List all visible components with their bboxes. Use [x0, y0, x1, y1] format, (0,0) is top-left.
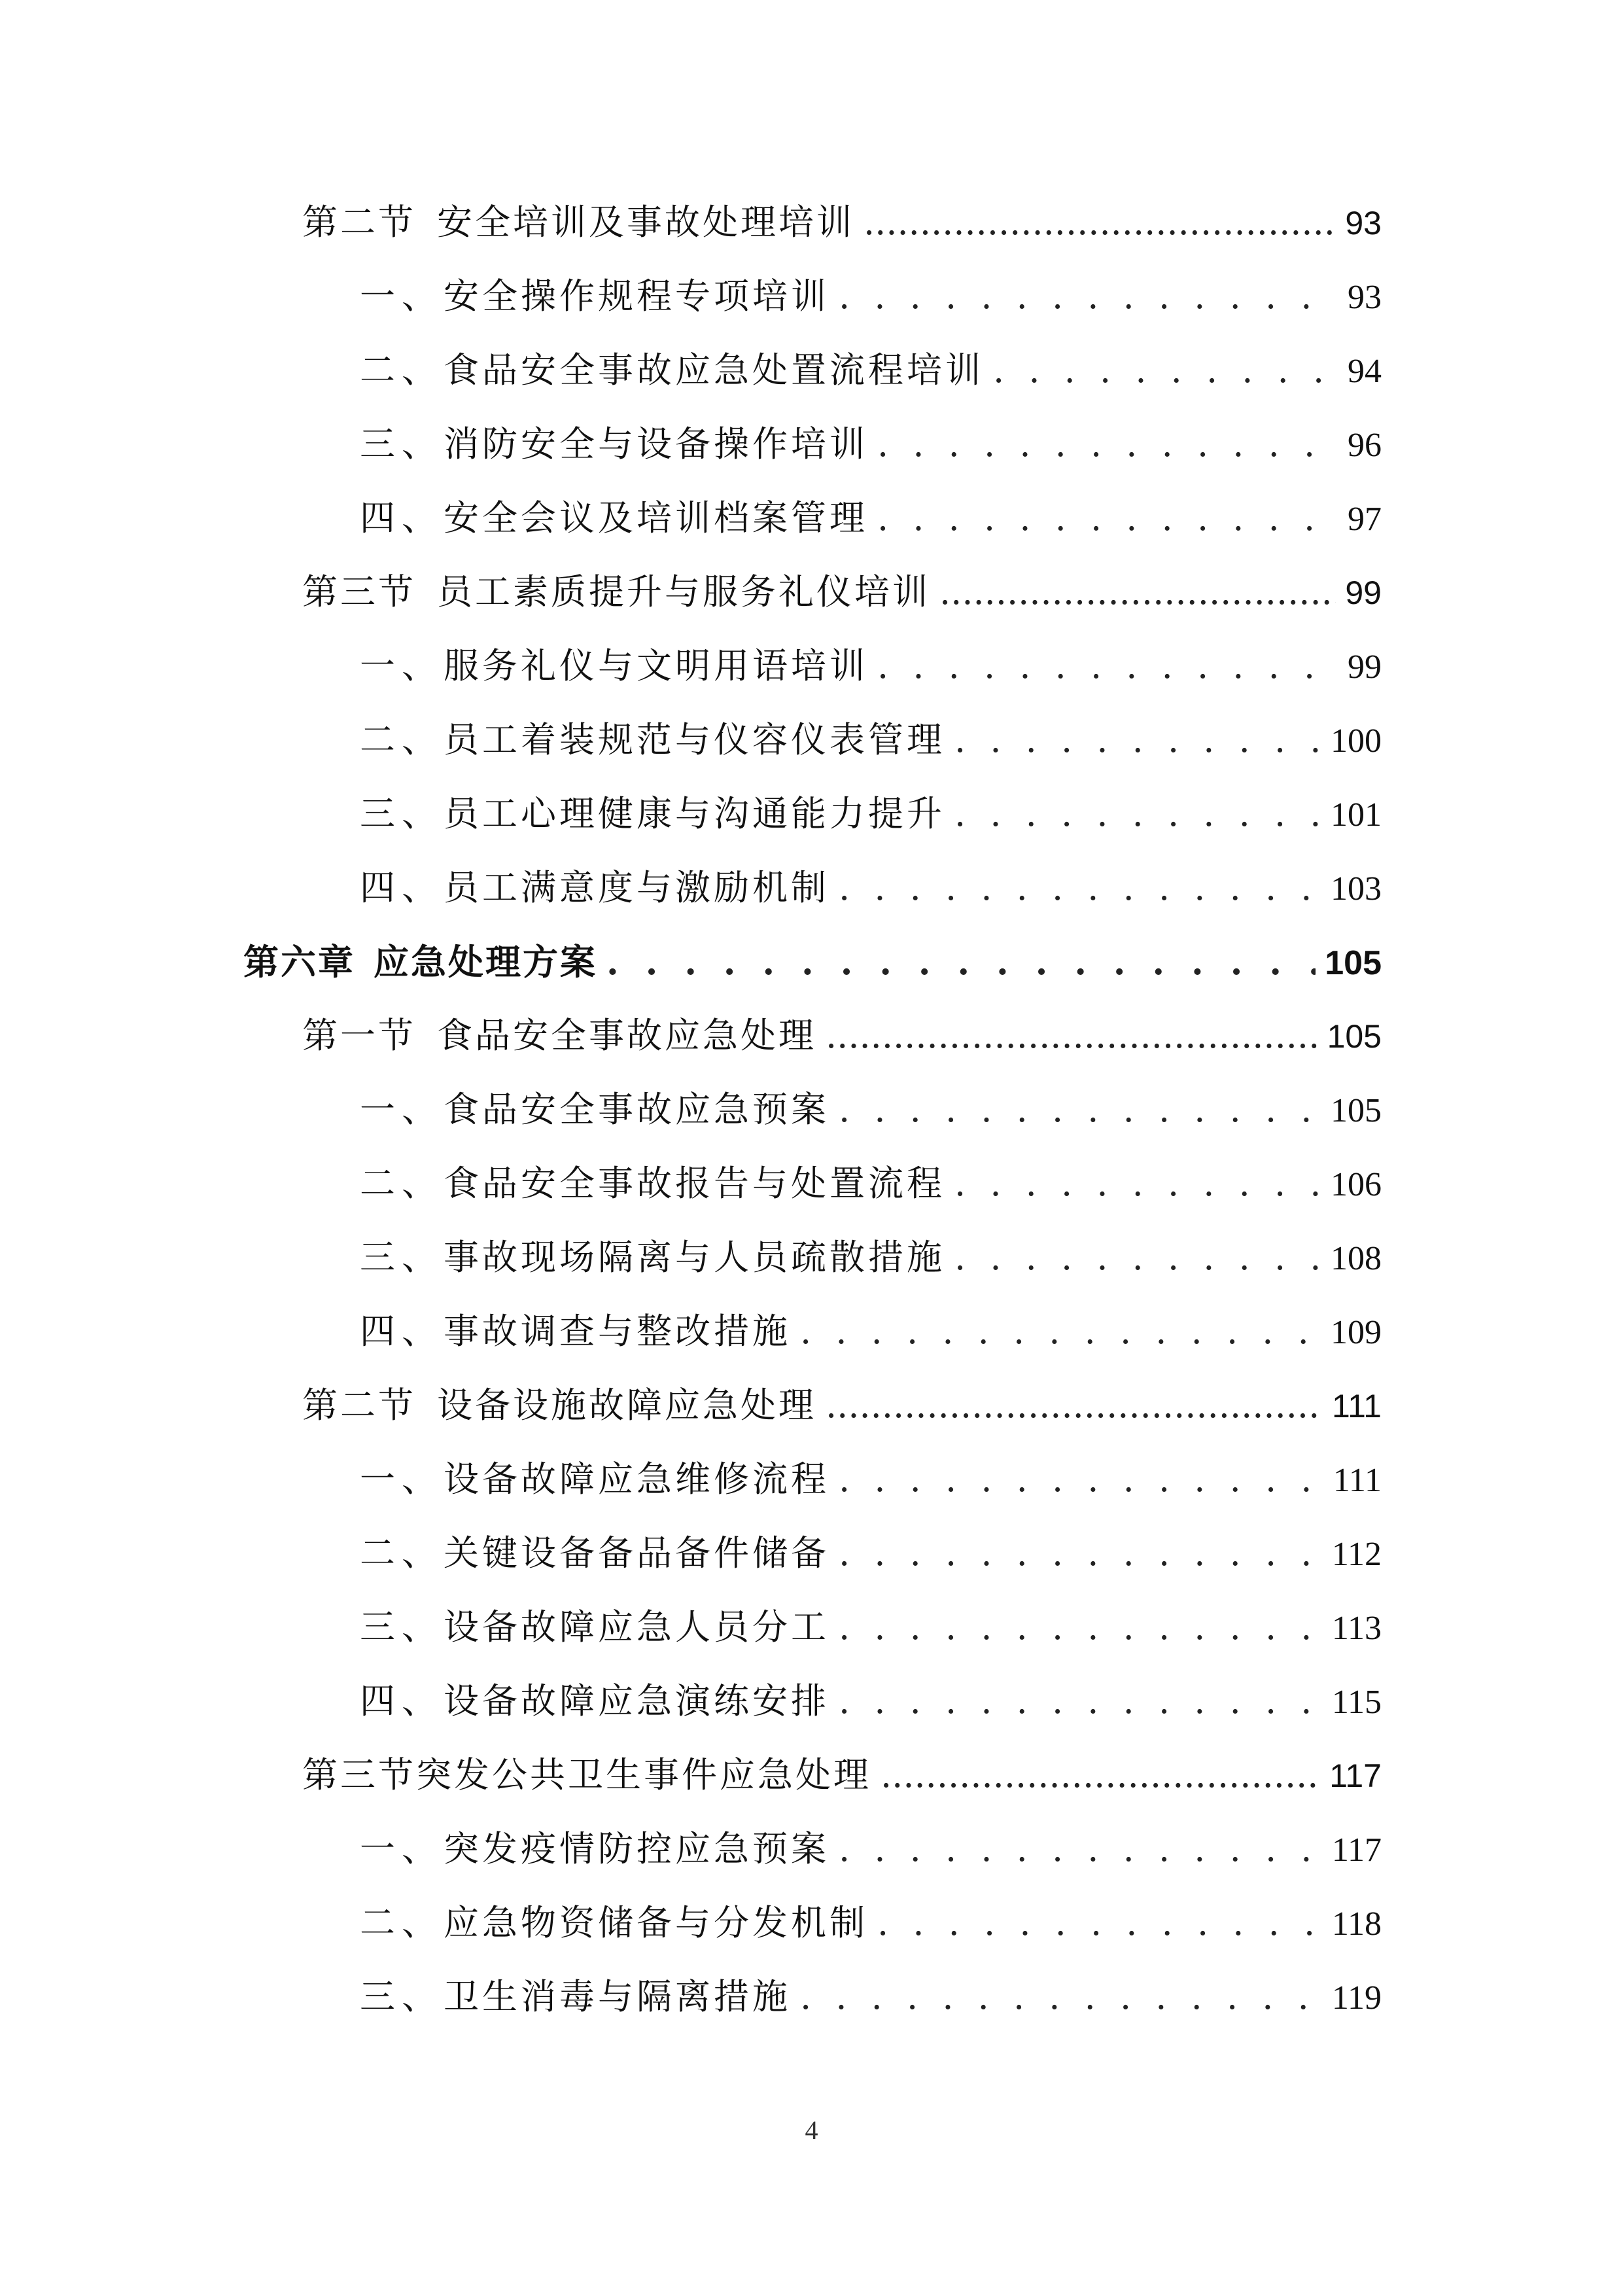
- toc-entry-number: 二、: [360, 1532, 444, 1574]
- toc-item-entry[interactable]: [360, 1894, 1382, 1952]
- toc-section-entry[interactable]: [302, 1746, 1382, 1805]
- toc-entry-title: 应急处理方案: [374, 941, 597, 983]
- toc-entry-page: 93: [1348, 279, 1382, 316]
- toc-item-entry[interactable]: [360, 1820, 1382, 1879]
- toc-entry-title: 食品安全事故应急预案: [444, 1089, 829, 1130]
- dot-leader: [606, 932, 1316, 991]
- toc-item-entry[interactable]: [360, 341, 1382, 400]
- toc-entry-page: 97: [1348, 501, 1382, 538]
- toc-item-entry[interactable]: [360, 1228, 1382, 1287]
- toc-entry-label: [302, 1376, 816, 1435]
- toc-entry-page: 105: [1327, 1018, 1382, 1055]
- dot-leader: [864, 193, 1336, 252]
- toc-entry-page: 111: [1333, 1462, 1382, 1499]
- toc-entry-number: 二、: [360, 349, 444, 391]
- toc-entry-page: 111: [1331, 1388, 1382, 1424]
- dot-leader: [839, 858, 1321, 917]
- toc-item-entry[interactable]: [360, 1968, 1382, 2026]
- toc-entry-title: 突发公共卫生事件应急处理: [416, 1754, 871, 1795]
- toc-item-entry[interactable]: [360, 637, 1382, 696]
- toc-entry-label: [302, 1006, 816, 1065]
- toc-entry-title: 安全培训及事故处理培训: [437, 202, 854, 243]
- toc-entry-page: 109: [1331, 1314, 1382, 1351]
- toc-entry-number: 二、: [360, 1902, 444, 1943]
- toc-entry-page: 117: [1329, 1757, 1382, 1794]
- toc-section-entry[interactable]: [302, 193, 1382, 252]
- toc-item-entry[interactable]: [360, 858, 1382, 917]
- toc-item-entry[interactable]: [360, 1598, 1382, 1657]
- toc-entry-title: 员工满意度与激励机制: [444, 867, 829, 908]
- toc-entry-page: 115: [1331, 1684, 1382, 1721]
- dot-leader: [839, 1672, 1323, 1731]
- toc-entry-page: 96: [1348, 427, 1382, 464]
- toc-entry-title: 事故调查与整改措施: [444, 1311, 791, 1352]
- toc-entry-page: 119: [1331, 1979, 1382, 2017]
- toc-entry-number: 第三节: [302, 571, 416, 612]
- dot-leader: [939, 563, 1336, 622]
- toc-entry-title: 设备故障应急维修流程: [444, 1458, 829, 1500]
- toc-item-entry[interactable]: [360, 1154, 1382, 1213]
- dot-leader: [839, 1450, 1324, 1509]
- dot-leader: [877, 489, 1338, 548]
- toc-entry-label: [302, 1746, 871, 1805]
- dot-leader: [877, 1894, 1323, 1952]
- toc-entry-page: 103: [1331, 870, 1382, 908]
- toc-entry-page: 99: [1345, 574, 1382, 611]
- toc-entry-number: 一、: [360, 1458, 444, 1500]
- toc-entry-label: [302, 563, 930, 622]
- toc-entry-number: 二、: [360, 1163, 444, 1204]
- dot-leader: [881, 1746, 1320, 1805]
- dot-leader: [839, 1820, 1323, 1879]
- dot-leader: [826, 1376, 1323, 1435]
- toc-entry-number: 四、: [360, 1680, 444, 1722]
- toc-entry-number: 三、: [360, 1606, 444, 1648]
- toc-section-entry[interactable]: [302, 1006, 1382, 1065]
- toc-entry-number: 一、: [360, 275, 444, 317]
- toc-entry-number: 三、: [360, 793, 444, 834]
- toc-item-entry[interactable]: [360, 785, 1382, 843]
- toc-item-entry[interactable]: [360, 1672, 1382, 1731]
- toc-item-entry[interactable]: [360, 489, 1382, 548]
- toc-entry-number: 二、: [360, 719, 444, 760]
- toc-entry-title: 事故现场隔离与人员疏散措施: [444, 1237, 945, 1278]
- toc-entry-title: 员工素质提升与服务礼仪培训: [437, 571, 930, 612]
- toc-entry-title: 服务礼仪与文明用语培训: [444, 645, 868, 686]
- toc-item-entry[interactable]: [360, 1080, 1382, 1139]
- toc-entry-title: 安全会议及培训档案管理: [444, 497, 868, 539]
- dot-leader: [839, 1080, 1321, 1139]
- toc-entry-title: 安全操作规程专项培训: [444, 275, 829, 317]
- page-number: 4: [805, 2115, 818, 2145]
- toc-entry-title: 卫生消毒与隔离措施: [444, 1976, 791, 2017]
- toc-section-entry[interactable]: [302, 563, 1382, 622]
- toc-entry-page: 99: [1348, 648, 1382, 686]
- toc-entry-title: 关键设备备品备件储备: [444, 1532, 829, 1574]
- toc-item-entry[interactable]: [360, 1302, 1382, 1361]
- toc-entry-title: 员工心理健康与沟通能力提升: [444, 793, 945, 834]
- toc-entry-label: [302, 193, 854, 252]
- toc-item-entry[interactable]: [360, 711, 1382, 769]
- toc-entry-number: 三、: [360, 1976, 444, 2017]
- toc-entry-page: 93: [1345, 205, 1382, 241]
- toc-entry-number: 第二节: [302, 202, 416, 243]
- toc-item-entry[interactable]: [360, 415, 1382, 474]
- toc-entry-label: [243, 932, 597, 991]
- toc-entry-number: 一、: [360, 645, 444, 686]
- toc-entry-page: 108: [1331, 1240, 1382, 1277]
- toc-entry-page: 112: [1331, 1536, 1382, 1573]
- dot-leader: [839, 1524, 1323, 1583]
- toc-entry-title: 应急物资储备与分发机制: [444, 1902, 868, 1943]
- toc-entry-number: 一、: [360, 1089, 444, 1130]
- toc-entry-number: 第六章: [243, 941, 355, 983]
- toc-entry-title: 设备设施故障应急处理: [437, 1385, 816, 1426]
- toc-entry-number: 第一节: [302, 1015, 416, 1056]
- toc-entry-number: 四、: [360, 497, 444, 539]
- toc-entry-number: 第二节: [302, 1385, 416, 1426]
- toc-entry-title: 设备故障应急人员分工: [444, 1606, 829, 1648]
- toc-entry-page: 118: [1331, 1905, 1382, 1943]
- toc-entry-page: 100: [1331, 722, 1382, 760]
- dot-leader: [954, 1228, 1321, 1287]
- toc-entry-page: 113: [1331, 1610, 1382, 1647]
- toc-chapter-entry[interactable]: [243, 932, 1382, 991]
- toc-entry-title: 食品安全事故应急处理: [437, 1015, 816, 1056]
- dot-leader: [954, 1154, 1321, 1213]
- toc-entry-page: 106: [1331, 1166, 1382, 1203]
- dot-leader: [877, 415, 1338, 474]
- toc-entry-page: 105: [1325, 944, 1382, 982]
- toc-item-entry[interactable]: [360, 1524, 1382, 1583]
- toc-entry-title: 设备故障应急演练安排: [444, 1680, 829, 1722]
- toc-entry-number: 三、: [360, 1237, 444, 1278]
- dot-leader: [800, 1302, 1321, 1361]
- dot-leader: [954, 785, 1321, 843]
- toc-entry-page: 105: [1331, 1092, 1382, 1129]
- toc-entry-title: 食品安全事故报告与处置流程: [444, 1163, 945, 1204]
- toc-entry-number: 四、: [360, 867, 444, 908]
- toc-entry-number: 第三节: [302, 1754, 416, 1795]
- toc-entry-number: 四、: [360, 1311, 444, 1352]
- dot-leader: [993, 341, 1338, 400]
- dot-leader: [877, 637, 1338, 696]
- toc-entry-title: 食品安全事故应急处置流程培训: [444, 349, 984, 391]
- dot-leader: [954, 711, 1321, 769]
- dot-leader: [800, 1968, 1323, 2026]
- dot-leader: [839, 267, 1338, 326]
- toc-entry-page: 101: [1331, 796, 1382, 834]
- dot-leader: [839, 1598, 1323, 1657]
- toc-item-entry[interactable]: [360, 1450, 1382, 1509]
- toc-item-entry[interactable]: [360, 267, 1382, 326]
- toc-entry-page: 94: [1348, 353, 1382, 390]
- toc-section-entry[interactable]: [302, 1376, 1382, 1435]
- toc-entry-title: 突发疫情防控应急预案: [444, 1828, 829, 1869]
- toc-entry-title: 消防安全与设备操作培训: [444, 423, 868, 465]
- toc-entry-title: 员工着装规范与仪容仪表管理: [444, 719, 945, 760]
- toc-entry-number: 三、: [360, 423, 444, 465]
- dot-leader: [826, 1006, 1318, 1065]
- toc-entry-number: 一、: [360, 1828, 444, 1869]
- toc-entry-page: 117: [1331, 1831, 1382, 1869]
